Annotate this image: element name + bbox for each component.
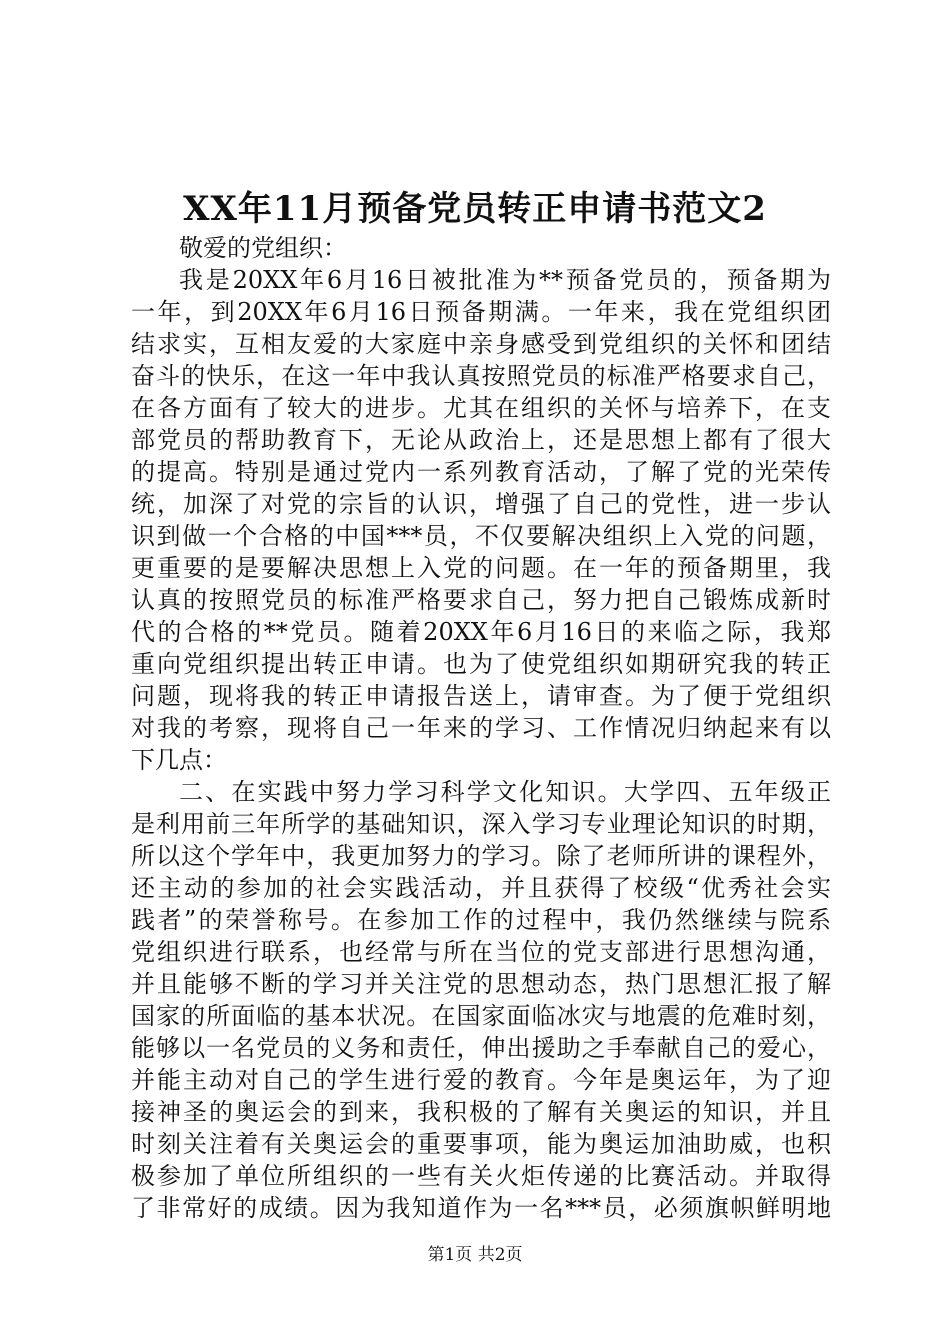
- paragraph-line: 对我的考察，现将自己一年来的学习、工作情况归纳起来有以: [131, 714, 831, 742]
- paragraph-line: 的提高。特别是通过党内一系列教育活动，了解了党的光荣传: [131, 458, 831, 486]
- paragraph-line: 部党员的帮助教育下，无论从政治上，还是思想上都有了很大: [131, 426, 831, 454]
- paragraph-line: 更重要的是要解决思想上入党的问题。在一年的预备期里，我: [131, 554, 831, 582]
- paragraph-line: 所以这个学年中，我更加努力的学习。除了老师所讲的课程外，: [131, 842, 831, 870]
- paragraph-line: 并且能够不断的学习并关注党的思想动态，热门思想汇报了解: [131, 970, 831, 998]
- paragraph-line: 在各方面有了较大的进步。尤其在组织的关怀与培养下，在支: [131, 394, 831, 422]
- paragraph-line: 下几点：: [131, 746, 227, 774]
- paragraph-line: 我是20XX年6月16日被批准为**预备党员的，预备期为: [179, 266, 831, 294]
- paragraph-line: 极参加了单位所组织的一些有关火炬传递的比赛活动。并取得: [131, 1162, 831, 1190]
- paragraph-line: 时刻关注着有关奥运会的重要事项，能为奥运加油助威，也积: [131, 1130, 831, 1158]
- paragraph-line: 结求实，互相友爱的大家庭中亲身感受到党组织的关怀和团结: [131, 330, 831, 358]
- paragraph-line: 识到做一个合格的中国***员，不仅要解决组织上入党的问题，: [131, 522, 831, 550]
- paragraph-line: 接神圣的奥运会的到来，我积极的了解有关奥运的知识，并且: [131, 1098, 831, 1126]
- paragraph-line: 并能主动对自己的学生进行爱的教育。今年是奥运年，为了迎: [131, 1066, 831, 1094]
- salutation-line: 敬爱的党组织：: [179, 234, 347, 262]
- page-footer: 第1页 共2页: [427, 1245, 523, 1265]
- paragraph-line: 践者”的荣誉称号。在参加工作的过程中，我仍然继续与院系: [131, 906, 831, 934]
- paragraph-line: 统，加深了对党的宗旨的认识，增强了自己的党性，进一步认: [131, 490, 831, 518]
- paragraph-line: 是利用前三年所学的基础知识，深入学习专业理论知识的时期，: [131, 810, 831, 838]
- paragraph-line: 国家的所面临的基本状况。在国家面临冰灾与地震的危难时刻，: [131, 1002, 831, 1030]
- paragraph-line: 认真的按照党员的标准严格要求自己，努力把自己锻炼成新时: [131, 586, 831, 614]
- document-title: XX年11月预备党员转正申请书范文2: [183, 189, 767, 229]
- paragraph-line: 代的合格的**党员。随着20XX年6月16日的来临之际，我郑: [131, 618, 831, 646]
- paragraph-line: 问题，现将我的转正申请报告送上，请审查。为了便于党组织: [131, 682, 831, 710]
- paragraph-line: 重向党组织提出转正申请。也为了使党组织如期研究我的转正: [131, 650, 831, 678]
- paragraph-line: 二、在实践中努力学习科学文化知识。大学四、五年级正: [179, 778, 831, 806]
- paragraph-line: 一年，到20XX年6月16日预备期满。一年来，我在党组织团: [131, 298, 831, 326]
- paragraph-line: 能够以一名党员的义务和责任，伸出援助之手奉献自己的爱心，: [131, 1034, 831, 1062]
- paragraph-line: 党组织进行联系，也经常与所在当位的党支部进行思想沟通，: [131, 938, 831, 966]
- paragraph-line: 还主动的参加的社会实践活动，并且获得了校级“优秀社会实: [131, 874, 831, 902]
- document-body: [131, 232, 831, 1224]
- paragraph-line: 奋斗的快乐，在这一年中我认真按照党员的标准严格要求自己，: [131, 362, 831, 390]
- paragraph-line: 了非常好的成绩。因为我知道作为一名***员，必须旗帜鲜明地: [131, 1194, 831, 1222]
